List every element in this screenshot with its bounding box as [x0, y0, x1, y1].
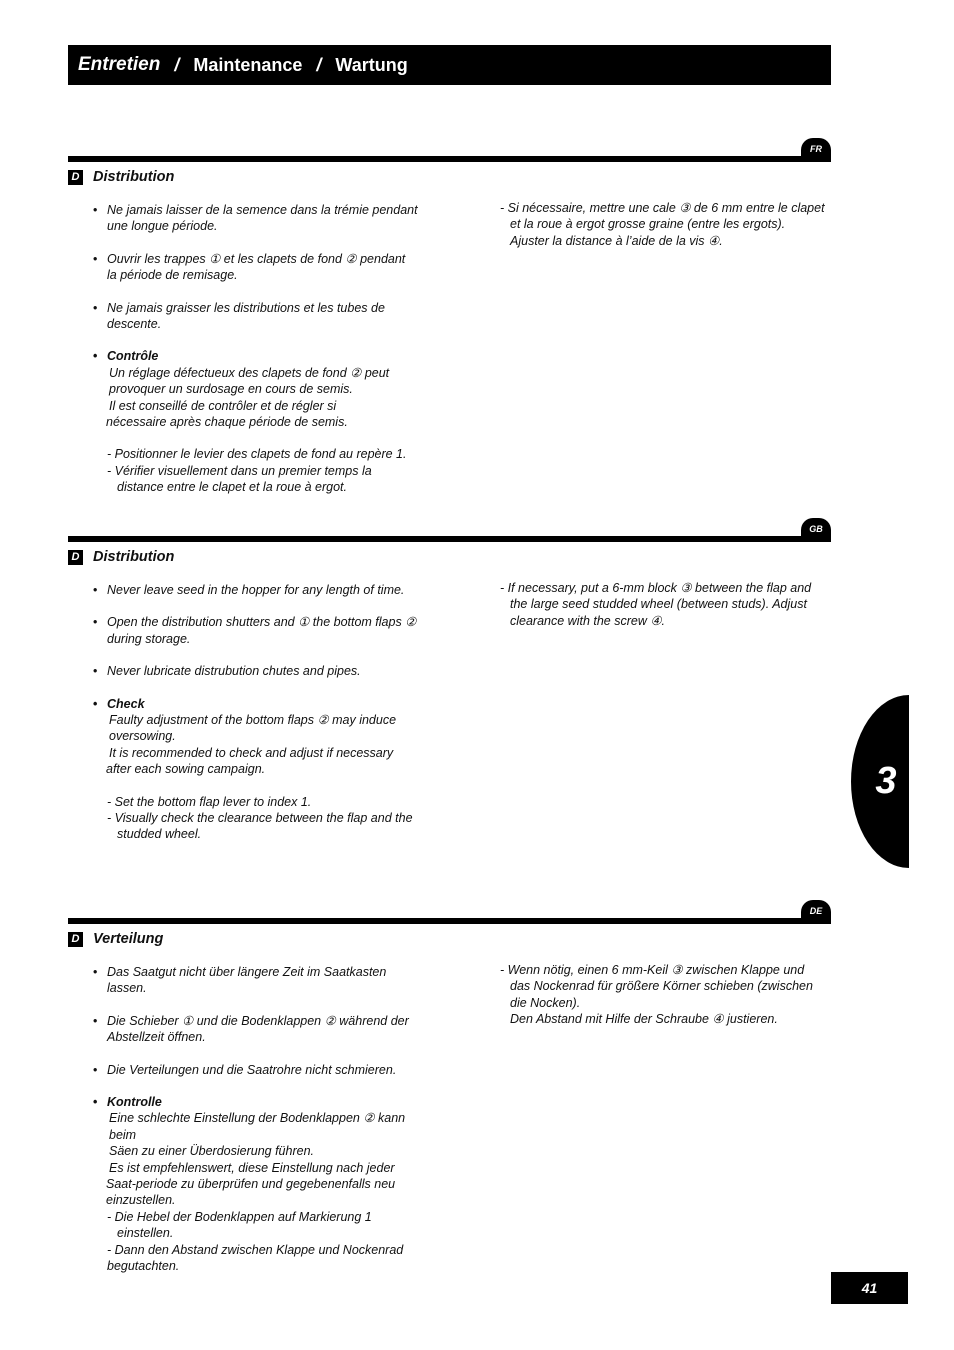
- check-text: Faulty adjustment of the bottom flaps ② may induce oversowing.: [109, 713, 397, 744]
- list-item: • Das Saatgut nicht über längere Zeit im Saatkasten lassen.: [93, 964, 418, 997]
- check-text: It is recommended to check and adjust if necessary: [109, 745, 394, 760]
- section-title: [68, 169, 174, 185]
- check-text: Es ist empfehlenswert, diese Einstellung nach jeder: [109, 1160, 395, 1175]
- right-text: Den Abstand mit Hilfe der Schraube ④ justieren.: [510, 1012, 778, 1027]
- language-badge-gb: GB: [801, 518, 831, 540]
- d-badge: D: [68, 932, 83, 947]
- header-title-fr: Entretien: [78, 54, 161, 75]
- list-item: • Ouvrir les trappes ① et les clapets de fond ② pendant la période de remisage.: [93, 251, 418, 284]
- check-text: nécessaire après chaque période de semis.: [106, 415, 348, 430]
- header-separator: /: [174, 54, 180, 75]
- language-badge-fr: FR: [801, 138, 831, 160]
- d-badge: D: [68, 550, 83, 565]
- left-column: [93, 582, 418, 843]
- d-badge: D: [68, 170, 83, 185]
- left-column: [93, 964, 418, 1275]
- left-column: [93, 202, 418, 496]
- check-text: Un réglage défectueux des clapets de fond ② peut provoquer un surdosage en cours de semis.: [109, 365, 390, 397]
- list-item: • Ne jamais graisser les distributions et les tubes de descente.: [93, 300, 418, 333]
- page-number: 41: [831, 1272, 908, 1304]
- section-title: [68, 931, 163, 947]
- section-title-text: Distribution: [93, 169, 175, 185]
- check-text: Säen zu einer Überdosierung führen.: [109, 1144, 314, 1159]
- chapter-tab: [851, 695, 909, 868]
- section-title-text: Distribution: [93, 549, 175, 565]
- header-title-de: Wartung: [335, 54, 408, 75]
- right-column: [500, 962, 815, 1028]
- check-text: after each sowing campaign.: [106, 762, 266, 777]
- check-text: Eine schlechte Einstellung der Bodenklappen ② kann beim: [109, 1111, 406, 1142]
- step-text: - Die Hebel der Bodenklappen auf Markierung 1 einstellen.: [107, 1209, 372, 1241]
- step-text: - Positionner le levier des clapets de fond au repère 1.: [107, 447, 407, 462]
- check-text: Il est conseillé de contrôler et de régler si: [109, 398, 337, 413]
- header-separator: /: [316, 54, 322, 75]
- chapter-number: 3: [875, 760, 897, 802]
- check-text: Saat-periode zu überprüfen und gegebenenfalls neu einzustellen.: [106, 1177, 396, 1208]
- step-text: - Visually check the clearance between the flap and the studded wheel.: [107, 811, 413, 842]
- step-text: - Vérifier visuellement dans un premier temps la distance entre le clapet et la roue à ergot.: [107, 463, 372, 495]
- check-heading: • Check: [93, 696, 418, 712]
- header-title-gb: Maintenance: [193, 54, 303, 75]
- header-bar: [68, 45, 831, 85]
- section-title: [68, 549, 174, 565]
- list-item: • Ne jamais laisser de la semence dans la trémie pendant une longue période.: [93, 202, 418, 235]
- language-badge-de: DE: [801, 900, 831, 922]
- right-column: - Si nécessaire, mettre une cale ③ de 6 mm entre le clapet et la roue à ergot grosse graine (entre les ergots). Ajuster la distance à l’aide de la vis ④.: [500, 201, 825, 248]
- right-column: - If necessary, put a 6-mm block ③ between the flap and the large seed studded wheel (between studs). Adjust clearance with the screw ④.: [500, 581, 812, 628]
- right-text: - Wenn nötig, einen 6 mm-Keil ③ zwischen Klappe und das Nockenrad für größere Körner schieben (zwischen die Nocken).: [500, 963, 813, 1010]
- list-item: • Die Schieber ① und die Bodenklappen ② während der Abstellzeit öffnen.: [93, 1013, 418, 1046]
- check-heading: • Contrôle: [93, 348, 418, 364]
- list-item: • Never lubricate distrubution chutes and pipes.: [93, 663, 418, 679]
- step-text: - Dann den Abstand zwischen Klappe und Nockenrad begutachten.: [107, 1242, 404, 1274]
- section-rule: [68, 918, 831, 924]
- section-rule: [68, 156, 831, 162]
- list-item: • Die Verteilungen und die Saatrohre nicht schmieren.: [93, 1062, 418, 1078]
- step-text: - Set the bottom flap lever to index 1.: [107, 794, 312, 809]
- section-rule: [68, 536, 831, 542]
- list-item: • Never leave seed in the hopper for any length of time.: [93, 582, 418, 598]
- section-title-text: Verteilung: [93, 931, 164, 947]
- check-heading: • Kontrolle: [93, 1094, 418, 1110]
- list-item: • Open the distribution shutters and ① the bottom flaps ② during storage.: [93, 614, 418, 647]
